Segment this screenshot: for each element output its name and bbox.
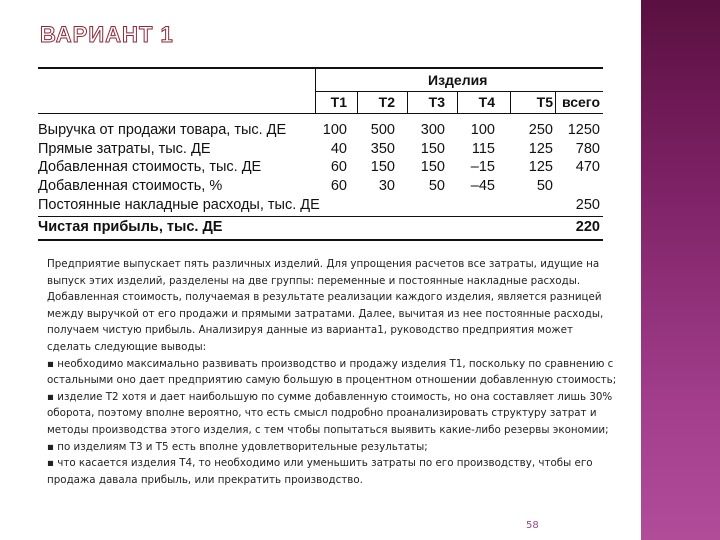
table-cell: 220 (575, 219, 600, 235)
column-header: Т1 (330, 94, 347, 110)
table-cell: 150 (420, 141, 445, 157)
table-cell: 125 (528, 159, 553, 175)
table-cell: 500 (370, 122, 395, 138)
table-cell: 1250 (567, 122, 600, 138)
column-header: Т5 (536, 94, 553, 110)
data-table (38, 67, 603, 242)
row-label: Прямые затраты, тыс. ДЕ (38, 141, 211, 157)
paragraph: Предприятие выпускает пять различных изделий. Для упрощения расчетов все затраты, идущие на выпуск этих изделий, разделены на две группы: переменные и постоянные накладные расходы. Добавленная стоимость, получаемая в результате реализации каждого изделия, является разницей между выручкой от его продажи и прямыми затратами. Далее, вычитая из нее постоянные расходы, получаем чистую прибыль. Анализируя данные из варианта1, руководство предприятия может сделать следующие выводы: (47, 258, 604, 353)
table-cell: 100 (322, 122, 347, 138)
header-rule (315, 91, 603, 92)
row-label: Добавленная стоимость, тыс. ДЕ (38, 159, 262, 175)
bullet-item: ▪ изделие Т2 хотя и дает наибольшую по сумме добавленную стоимость, но она составляет лишь 30% оборота, поэтому вполне вероятно, что есть смысл подробно проанализировать структуру затрат и методы производства этого изделия, с тем чтобы попытаться выявить какие-либо резервы экономии; (47, 390, 613, 436)
table-cell: 50 (428, 178, 445, 194)
column-header: Т2 (378, 94, 395, 110)
table-cell: 150 (420, 159, 445, 175)
column-header: всего (561, 94, 600, 110)
table-cell: 30 (378, 178, 395, 194)
row-label: Чистая прибыль, тыс. ДЕ (38, 219, 223, 235)
table-cell: –15 (470, 159, 495, 175)
body-text (47, 256, 617, 488)
table-cell: 100 (470, 122, 495, 138)
row-label: Постоянные накладные расходы, тыс. ДЕ (38, 197, 320, 213)
decorative-side-panel (641, 0, 720, 540)
table-cell: 150 (370, 159, 395, 175)
table-cell: 300 (420, 122, 445, 138)
table-top-rule (38, 67, 603, 69)
table-cell: –45 (470, 178, 495, 194)
row-label: Добавленная стоимость, % (38, 178, 223, 194)
page-number: 58 (526, 520, 539, 531)
table-cell: 115 (471, 141, 495, 157)
table-cell: 50 (536, 178, 553, 194)
bullet-item: ▪ по изделиям Т3 и Т5 есть вполне удовлетворительные результаты; (47, 440, 428, 453)
table-cell: 780 (575, 141, 600, 157)
row-label: Выручка от продажи товара, тыс. ДЕ (38, 122, 287, 138)
total-rule (38, 216, 603, 217)
table-cell: 60 (330, 178, 347, 194)
table-cell: 40 (330, 141, 347, 157)
table-cell: 125 (528, 141, 553, 157)
table-cell: 60 (330, 159, 347, 175)
slide-title: ВАРИАНТ 1 (40, 22, 174, 47)
table-cell: 250 (528, 122, 553, 138)
column-header: Т4 (478, 94, 495, 110)
column-header: Т3 (428, 94, 445, 110)
table-bottom-rule (38, 239, 603, 241)
table-cell: 350 (370, 141, 395, 157)
bullet-item: ▪ что касается изделия Т4, то необходимо или уменьшить затраты по его производству, чтобы его продажа давала прибыль, или прекратить производство. (47, 457, 593, 486)
header-bottom-rule (38, 113, 603, 114)
bullet-item: ▪ необходимо максимально развивать производство и продажу изделия Т1, поскольку по сравнению с остальными оно дает предприятию самую большую в процентном отношении добавленную стоимость; (47, 357, 617, 387)
table-cell: 250 (575, 197, 600, 213)
table-cell: 470 (575, 159, 600, 175)
group-header: Изделия (428, 72, 488, 88)
